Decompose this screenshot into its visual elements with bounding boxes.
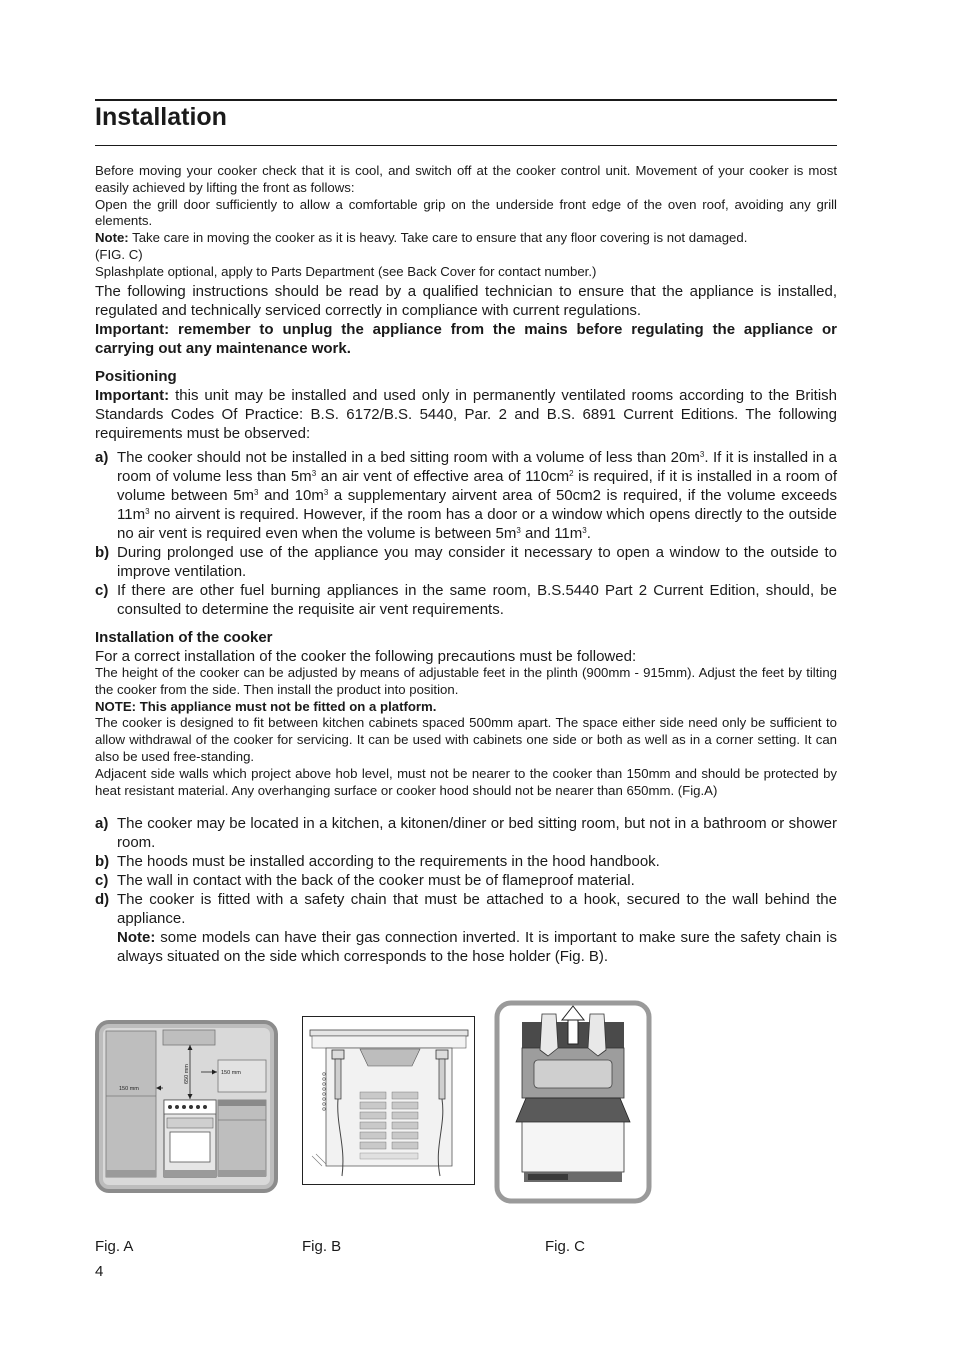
installation-item-b: b) The hoods must be installed according to the requirements in the hood handbook. — [95, 853, 660, 870]
intro-paragraph: Before moving your cooker check that it is cool, and switch off at the cooker control unit. Movement of your cooker is most easily achieved by lifting the front as follows: Open the grill door sufficiently to allow a comfortable grip on the underside front edge of the oven roof, avoiding any grill elements. Note: Take care in moving the cooker as it is heavy. Take care to ensure that any floor covering is not damaged. (FIG. C) Splashplate optional, apply to Parts Department (see Back Cover for contact number.) — [95, 163, 837, 279]
fig-c-illustration — [494, 1000, 652, 1204]
item-label: d) — [95, 891, 110, 908]
fig-b-illustration — [302, 1016, 475, 1185]
fig-a-illustration — [95, 1020, 278, 1193]
title-rule — [95, 145, 837, 146]
installation-item-a: a) The cooker may be located in a kitchen, a kitonen/diner or bed sitting room, but not in a bathroom or shower room. — [95, 815, 837, 851]
positioning-heading: Positioning — [95, 368, 177, 385]
top-rule — [95, 99, 837, 101]
item-label: a) — [95, 449, 109, 466]
item-label: b) — [95, 544, 110, 561]
fig-c-caption: Fig. C — [545, 1238, 586, 1255]
positioning-item-a: a) The cooker should not be installed in a bed sitting room with a volume of less than $20m^3$. If it is installed in a room of volume less than $5m^3$ an air vent of effective area of $110cm^2$ is required, if it is installed in a room of volume between $5m^3$ and $10m^3$ a supplementary airvent area of 50cm2 is required, if the volume exceeds $11m^3$ no airvent is required. However, if the room has a door or a window which opens directly to the outside no air vent is required even when the volume is between $5m^3$ and $11m^3$. — [95, 449, 837, 542]
item-label: a) — [95, 815, 109, 832]
installation-heading: Installation of the cooker — [95, 629, 273, 646]
installation-item-c: c) The wall in contact with the back of the cooker must be of flameproof material. — [95, 872, 635, 889]
positioning-item-c: c) If there are other fuel burning appliances in the same room, B.S.5440 Part 2 Current Edition, should, be consulted to determine the requisite air vent requirements. — [95, 582, 837, 618]
qualified-technician-paragraph: The following instructions should be read by a qualified technician to ensure that the appliance is installed, regulated and technically serviced correctly in compliance with current regulations. — [95, 283, 837, 319]
fig-b-caption: Fig. B — [302, 1238, 342, 1255]
fig-a-dim-vertical: 650 mm — [184, 1064, 190, 1084]
item-label: b) — [95, 853, 110, 870]
installation-details: The height of the cooker can be adjusted by means of adjustable feet in the plinth (900mm - 915mm). Adjust the feet by tilting the cooker from the side. Then install the product into position. NOTE: This appliance must not be fitted on a platform. The cooker is designed to fit between kitchen cabinets spaced 500mm apart. The space either side need only be sufficient to allow withdrawal of the cooker for servicing. It can be used with cabinets one side or both as well as in a corner setting. It can also be used free-standing. Adjacent side walls which project above hob level, must not be nearer to the cooker than 150mm and should be protected by heat resistant material. Any overhanging surface or cooker hood should not be nearer than 650mm. (Fig.A) — [95, 665, 837, 798]
item-label: c) — [95, 872, 109, 889]
fig-a-caption: Fig. A — [95, 1238, 134, 1255]
positioning-important: Important: this unit may be installed and used only in permanently ventilated rooms according to the British Standards Codes Of Practice: B.S. 6172/B.S. 5440, Par. 2 and B.S. 6891 Current Editions. The following requirements must be observed: — [95, 387, 837, 442]
fig-a-dim-left: 150 mm — [119, 1086, 139, 1092]
installation-lead: For a correct installation of the cooker the following precautions must be followed: — [95, 648, 637, 665]
important-unplug-paragraph: Important: remember to unplug the appliance from the mains before regulating the appliance or carrying out any maintenance work. — [95, 321, 837, 357]
page-title: Installation — [95, 103, 227, 131]
item-label: c) — [95, 582, 109, 599]
installation-item-d: d) The cooker is fitted with a safety chain that must be attached to a hook, secured to the wall behind the appliance. Note: some models can have their gas connection inverted. It is important to make sure the safety chain is always situated on the side which corresponds to the hose holder (Fig. B). — [95, 891, 837, 965]
page-number: 4 — [95, 1263, 104, 1280]
positioning-item-b: b) During prolonged use of the appliance you may consider it necessary to open a window to the outside to improve ventilation. — [95, 544, 837, 580]
fig-a-dim-right: 150 mm — [221, 1070, 241, 1076]
